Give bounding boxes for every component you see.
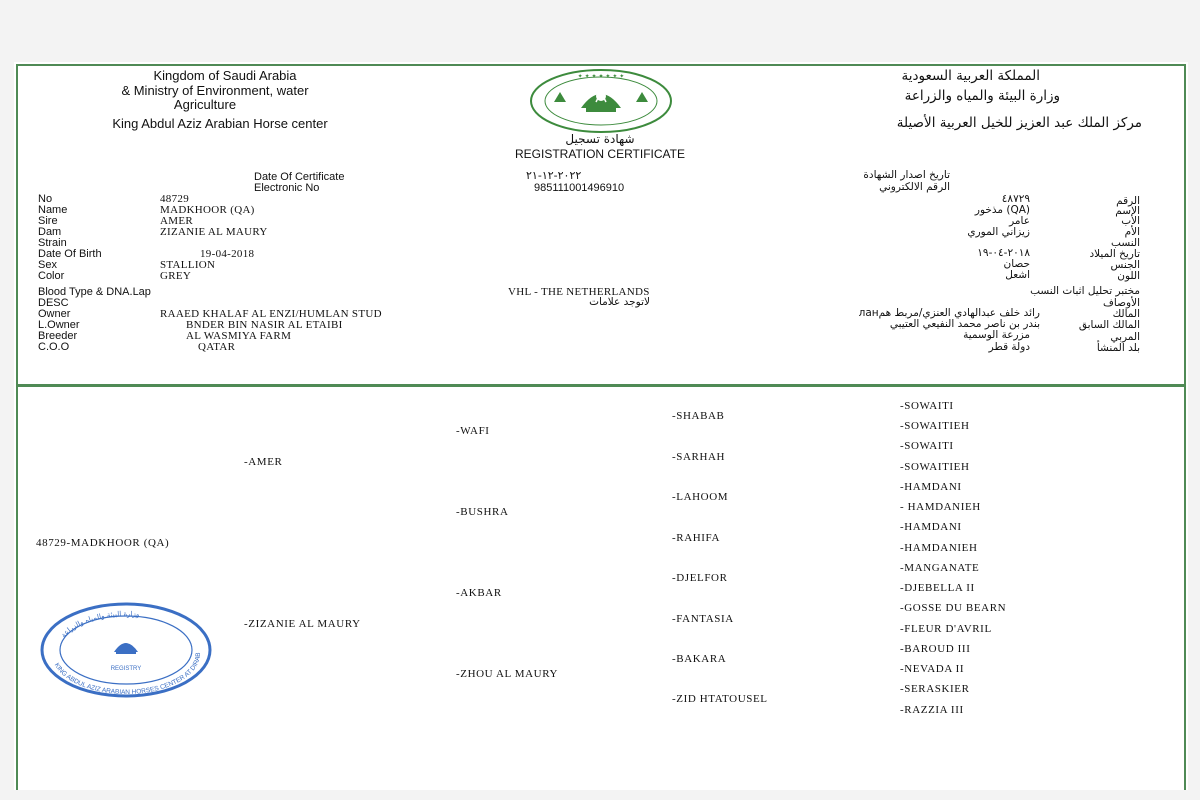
pedigree-gen4-item: - HAMDANIEH [900, 501, 981, 513]
svg-text:KING ABDUL AZIZ ARABIAN HORSES [53, 652, 202, 696]
pedigree-gen4-item: -SOWAITI [900, 400, 954, 412]
header-agriculture: Agriculture [173, 97, 237, 112]
pedigree-gen3-item: -SARHAH [672, 451, 726, 463]
pedigree-gen1-sire: -AMER [244, 456, 283, 468]
pedigree-gen4-item: -SOWAITI [900, 440, 954, 452]
pedigree-gen4-item: -SERASKIER [900, 683, 970, 695]
field-label-color-ar: اللون [1117, 270, 1140, 282]
field-value-owner-ar: رائد خلف عبدالهادي العنزي/مربط همлан [858, 307, 1040, 319]
field-label-strain: Strain [38, 237, 67, 249]
field-value-coo: QATAR [198, 341, 236, 353]
page-margin-right [1188, 0, 1200, 800]
pedigree-gen4-item: -GOSSE DU BEARN [900, 602, 1007, 614]
field-label-sex: Sex [38, 259, 57, 271]
pedigree-gen1-dam: -ZIZANIE AL MAURY [244, 618, 361, 630]
field-label-sire-ar: الأب [1121, 215, 1140, 227]
certificate-border-left [16, 64, 18, 790]
header-kingdom-ar: المملكة العربية السعودية [901, 68, 1040, 84]
date-label-ar: تاريخ اصدار الشهادة [863, 169, 950, 181]
stamp-registry-text: REGISTRY [110, 666, 142, 672]
field-label-color: Color [38, 270, 65, 282]
pedigree-gen2-item: -BUSHRA [456, 506, 509, 518]
field-value-coo-ar: دولة قطر [988, 341, 1030, 353]
field-label-owner-ar: المالك [1112, 308, 1140, 320]
field-label-dob: Date Of Birth [38, 248, 102, 260]
field-value-dam-ar: زيزاني الموري [967, 226, 1030, 238]
field-value-sex: STALLION [160, 259, 216, 271]
certificate-border-right [1184, 64, 1186, 790]
page-margin-left [0, 0, 14, 800]
field-value-name: MADKHOOR (QA) [160, 204, 255, 216]
field-label-name: Name [38, 204, 68, 216]
field-value-color-ar: اشعل [1005, 269, 1030, 281]
electronic-label: Electronic No [254, 182, 320, 194]
electronic-value: 985111001496910 [534, 182, 625, 194]
field-label-breeder-ar: المربي [1110, 331, 1140, 343]
field-value-lowner-ar: بندر بن ناصر محمد النفيعي العتيبي [889, 318, 1040, 330]
header-center-name: King Abdul Aziz Arabian Horse center [112, 116, 328, 131]
pedigree-gen4-item: -FLEUR D'AVRIL [900, 623, 992, 635]
field-value-lowner: BNDER BIN NASIR AL ETAIBI [186, 319, 343, 331]
field-value-sire-ar: عامر [1009, 215, 1030, 227]
field-label-sex-ar: الجنس [1110, 259, 1140, 271]
field-value-breeder-ar: مزرعة الوسمية [963, 329, 1030, 341]
field-value-owner: RAAED KHALAF AL ENZI/HUMLAN STUD [160, 308, 382, 320]
pedigree-gen3-item: -RAHIFA [672, 532, 720, 544]
date-label: Date Of Certificate [254, 171, 345, 183]
pedigree-gen3-item: -SHABAB [672, 410, 725, 422]
pedigree-gen3-item: -ZID HTATOUSEL [672, 693, 768, 705]
pedigree-gen4-item: -SOWAITIEH [900, 420, 970, 432]
field-label-desc-ar: الأوصاف [1103, 297, 1140, 309]
field-label-blood: Blood Type & DNA.Lap [38, 286, 151, 298]
pedigree-gen4-item: -NEVADA II [900, 663, 965, 675]
field-label-dob-ar: تاريخ الميلاد [1089, 248, 1140, 260]
page-margin-bottom [0, 790, 1200, 800]
pedigree-gen4-item: -MANGANATE [900, 562, 980, 574]
field-label-no: No [38, 193, 53, 205]
field-value-dob-ar: ٢٠١٨-٠٤-١٩ [977, 247, 1030, 259]
svg-text:✦ ✦ ✦ ✦ ✦ ✦ ✦: ✦ ✦ ✦ ✦ ✦ ✦ ✦ [577, 73, 625, 80]
pedigree-gen2-item: -AKBAR [456, 587, 502, 599]
field-label-coo-ar: بلد المنشأ [1096, 342, 1140, 354]
pedigree-gen3-item: -DJELFOR [672, 572, 728, 584]
field-value-desc-ar: لاتوجد علامات [589, 296, 650, 308]
header-ministry: & Ministry of Environment, water [121, 83, 309, 98]
field-label-breeder: Breeder [38, 330, 78, 342]
title-english: REGISTRATION CERTIFICATE [514, 147, 685, 161]
header-kingdom: Kingdom of Saudi Arabia [153, 68, 297, 83]
field-value-name-ar: (QA) مذخور [974, 204, 1030, 216]
pedigree-gen4-item: -RAZZIA III [900, 704, 964, 716]
field-value-no: 48729 [160, 193, 189, 205]
field-value-dam: ZIZANIE AL MAURY [160, 226, 268, 238]
field-value-no-ar: ٤٨٧٢٩ [1001, 193, 1030, 205]
pedigree-horse: 48729-MADKHOOR (QA) [36, 537, 170, 549]
field-label-sire: Sire [38, 215, 58, 227]
registry-stamp [38, 600, 214, 700]
pedigree-gen3-item: -FANTASIA [672, 613, 734, 625]
field-label-coo: C.O.O [38, 341, 70, 353]
field-value-breeder: AL WASMIYA FARM [186, 330, 292, 342]
field-value-dob: 19-04-2018 [200, 248, 255, 260]
field-label-lowner: L.Owner [38, 319, 80, 331]
header-center-ar: مركز الملك عبد العزيز للخيل العربية الأصيلة [896, 115, 1142, 131]
pedigree-gen4-item: -HAMDANI [900, 521, 962, 533]
pedigree-gen4-item: -SOWAITIEH [900, 461, 970, 473]
electronic-label-ar: الرقم الالكتروني [879, 181, 950, 193]
pedigree-gen3-item: -LAHOOM [672, 491, 729, 503]
date-value: ٢٠٢٢-١٢-٢١ [526, 169, 582, 182]
pedigree-gen4-item: -HAMDANI [900, 481, 962, 493]
section-divider [16, 384, 1186, 387]
field-label-strain-ar: النسب [1111, 237, 1140, 249]
field-label-owner: Owner [38, 308, 71, 320]
field-label-name-ar: الاسم [1115, 205, 1140, 217]
field-value-sex-ar: حصان [1003, 258, 1030, 270]
field-label-dam: Dam [38, 226, 62, 238]
field-label-desc: DESC [38, 297, 69, 309]
field-value-blood: VHL - THE NETHERLANDS [508, 286, 650, 298]
pedigree-gen3-item: -BAKARA [672, 653, 727, 665]
pedigree-gen2-item: -WAFI [456, 425, 490, 437]
field-label-lowner-ar: المالك السابق [1078, 319, 1140, 331]
certificate-border-top [16, 64, 1186, 66]
field-label-no-ar: الرقم [1116, 195, 1140, 207]
stamp-top-text: وزارة البيئة والمياه والزراعة [59, 609, 140, 640]
pedigree-gen2-item: -ZHOU AL MAURY [456, 668, 559, 680]
page-margin-top [0, 0, 1200, 62]
header-ministry-ar: وزارة البيئة والمياه والزراعة [904, 88, 1060, 104]
field-label-dam-ar: الأم [1124, 226, 1140, 238]
field-value-color: GREY [160, 270, 192, 282]
pedigree-gen4-item: -HAMDANIEH [900, 542, 978, 554]
pedigree-gen4-item: -DJEBELLA II [900, 582, 975, 594]
stamp-bottom-text: KING ABDUL AZIZ ARABIAN HORSES CENTER AT DIRAB [52, 652, 203, 697]
field-label-blood-ar: مختبر تحليل اثبات النسب [1030, 285, 1140, 297]
pedigree-gen4-item: -BAROUD III [900, 643, 971, 655]
center-emblem-logo [526, 68, 676, 134]
field-value-sire: AMER [160, 215, 193, 227]
title-arabic: شهادة تسجيل [565, 132, 635, 146]
